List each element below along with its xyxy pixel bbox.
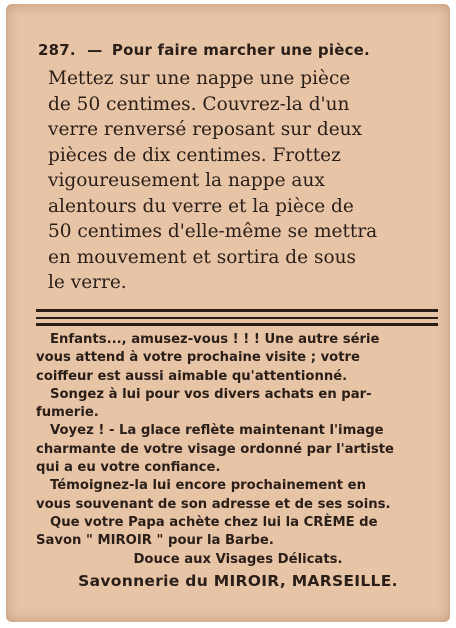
trick-description (48, 66, 440, 296)
body-line: pièces de dix centimes. Frottez (48, 144, 341, 166)
trade-card (6, 4, 450, 622)
promo-paragraph (36, 422, 440, 477)
promo-line: vous souvenant de son adresse et de ses soins. (36, 496, 391, 512)
body-line: verre renversé reposant sur deux (48, 119, 362, 140)
body-line: vigoureusement la nappe aux (48, 170, 325, 191)
body-line: le verre. (48, 272, 127, 293)
promo-line: Témoignez-la lui encore prochainement en (50, 478, 366, 494)
promo-line: qui a eu votre confiance. (36, 460, 221, 476)
body-line: en mouvement et sortira de sous (48, 246, 357, 268)
promo-line: Savon " MIROIR " pour la Barbe. (36, 533, 274, 549)
card-number: 287. (38, 41, 76, 59)
divider-rule (36, 317, 438, 319)
body-line: Mettez sur une nappe une pièce (48, 68, 351, 89)
promo-line: coiffeur est aussi aimable qu'attentionné. (36, 368, 348, 384)
body-line: alentours du verre et la pièce de (48, 195, 354, 217)
promo-line: Enfants..., amusez-vous ! ! ! Une autre série (50, 332, 380, 347)
promo-line: fumerie. (36, 405, 99, 421)
body-line: 50 centimes d'elle-même se mettra (48, 221, 378, 242)
promo-paragraph (36, 331, 440, 386)
promo-line: charmante de votre visage ordonné par l'artiste (36, 441, 394, 457)
heading-dash: — (87, 41, 103, 59)
promo-line: vous attend à votre prochaine visite ; votre (36, 350, 360, 366)
divider-rule (36, 323, 438, 326)
barber-promotion (36, 331, 440, 569)
promo-paragraph (36, 514, 440, 551)
promo-paragraph (36, 477, 440, 514)
company-signature: Savonnerie du MIROIR, MARSEILLE. (78, 572, 398, 590)
divider-rule (36, 309, 438, 312)
promo-line: Que votre Papa achète chez lui la CRÈME de (50, 514, 378, 530)
card-title: Pour faire marcher une pièce. (111, 41, 370, 59)
promo-line: Songez à lui pour vos divers achats en par- (50, 386, 372, 402)
promo-line: Voyez ! - La glace reflète maintenant l'image (50, 423, 384, 439)
body-line: de 50 centimes. Couvrez-la d'un (48, 93, 350, 115)
card-heading (38, 41, 438, 59)
promo-paragraph (36, 386, 440, 423)
promo-tagline: Douce aux Visages Délicats. (133, 551, 343, 567)
